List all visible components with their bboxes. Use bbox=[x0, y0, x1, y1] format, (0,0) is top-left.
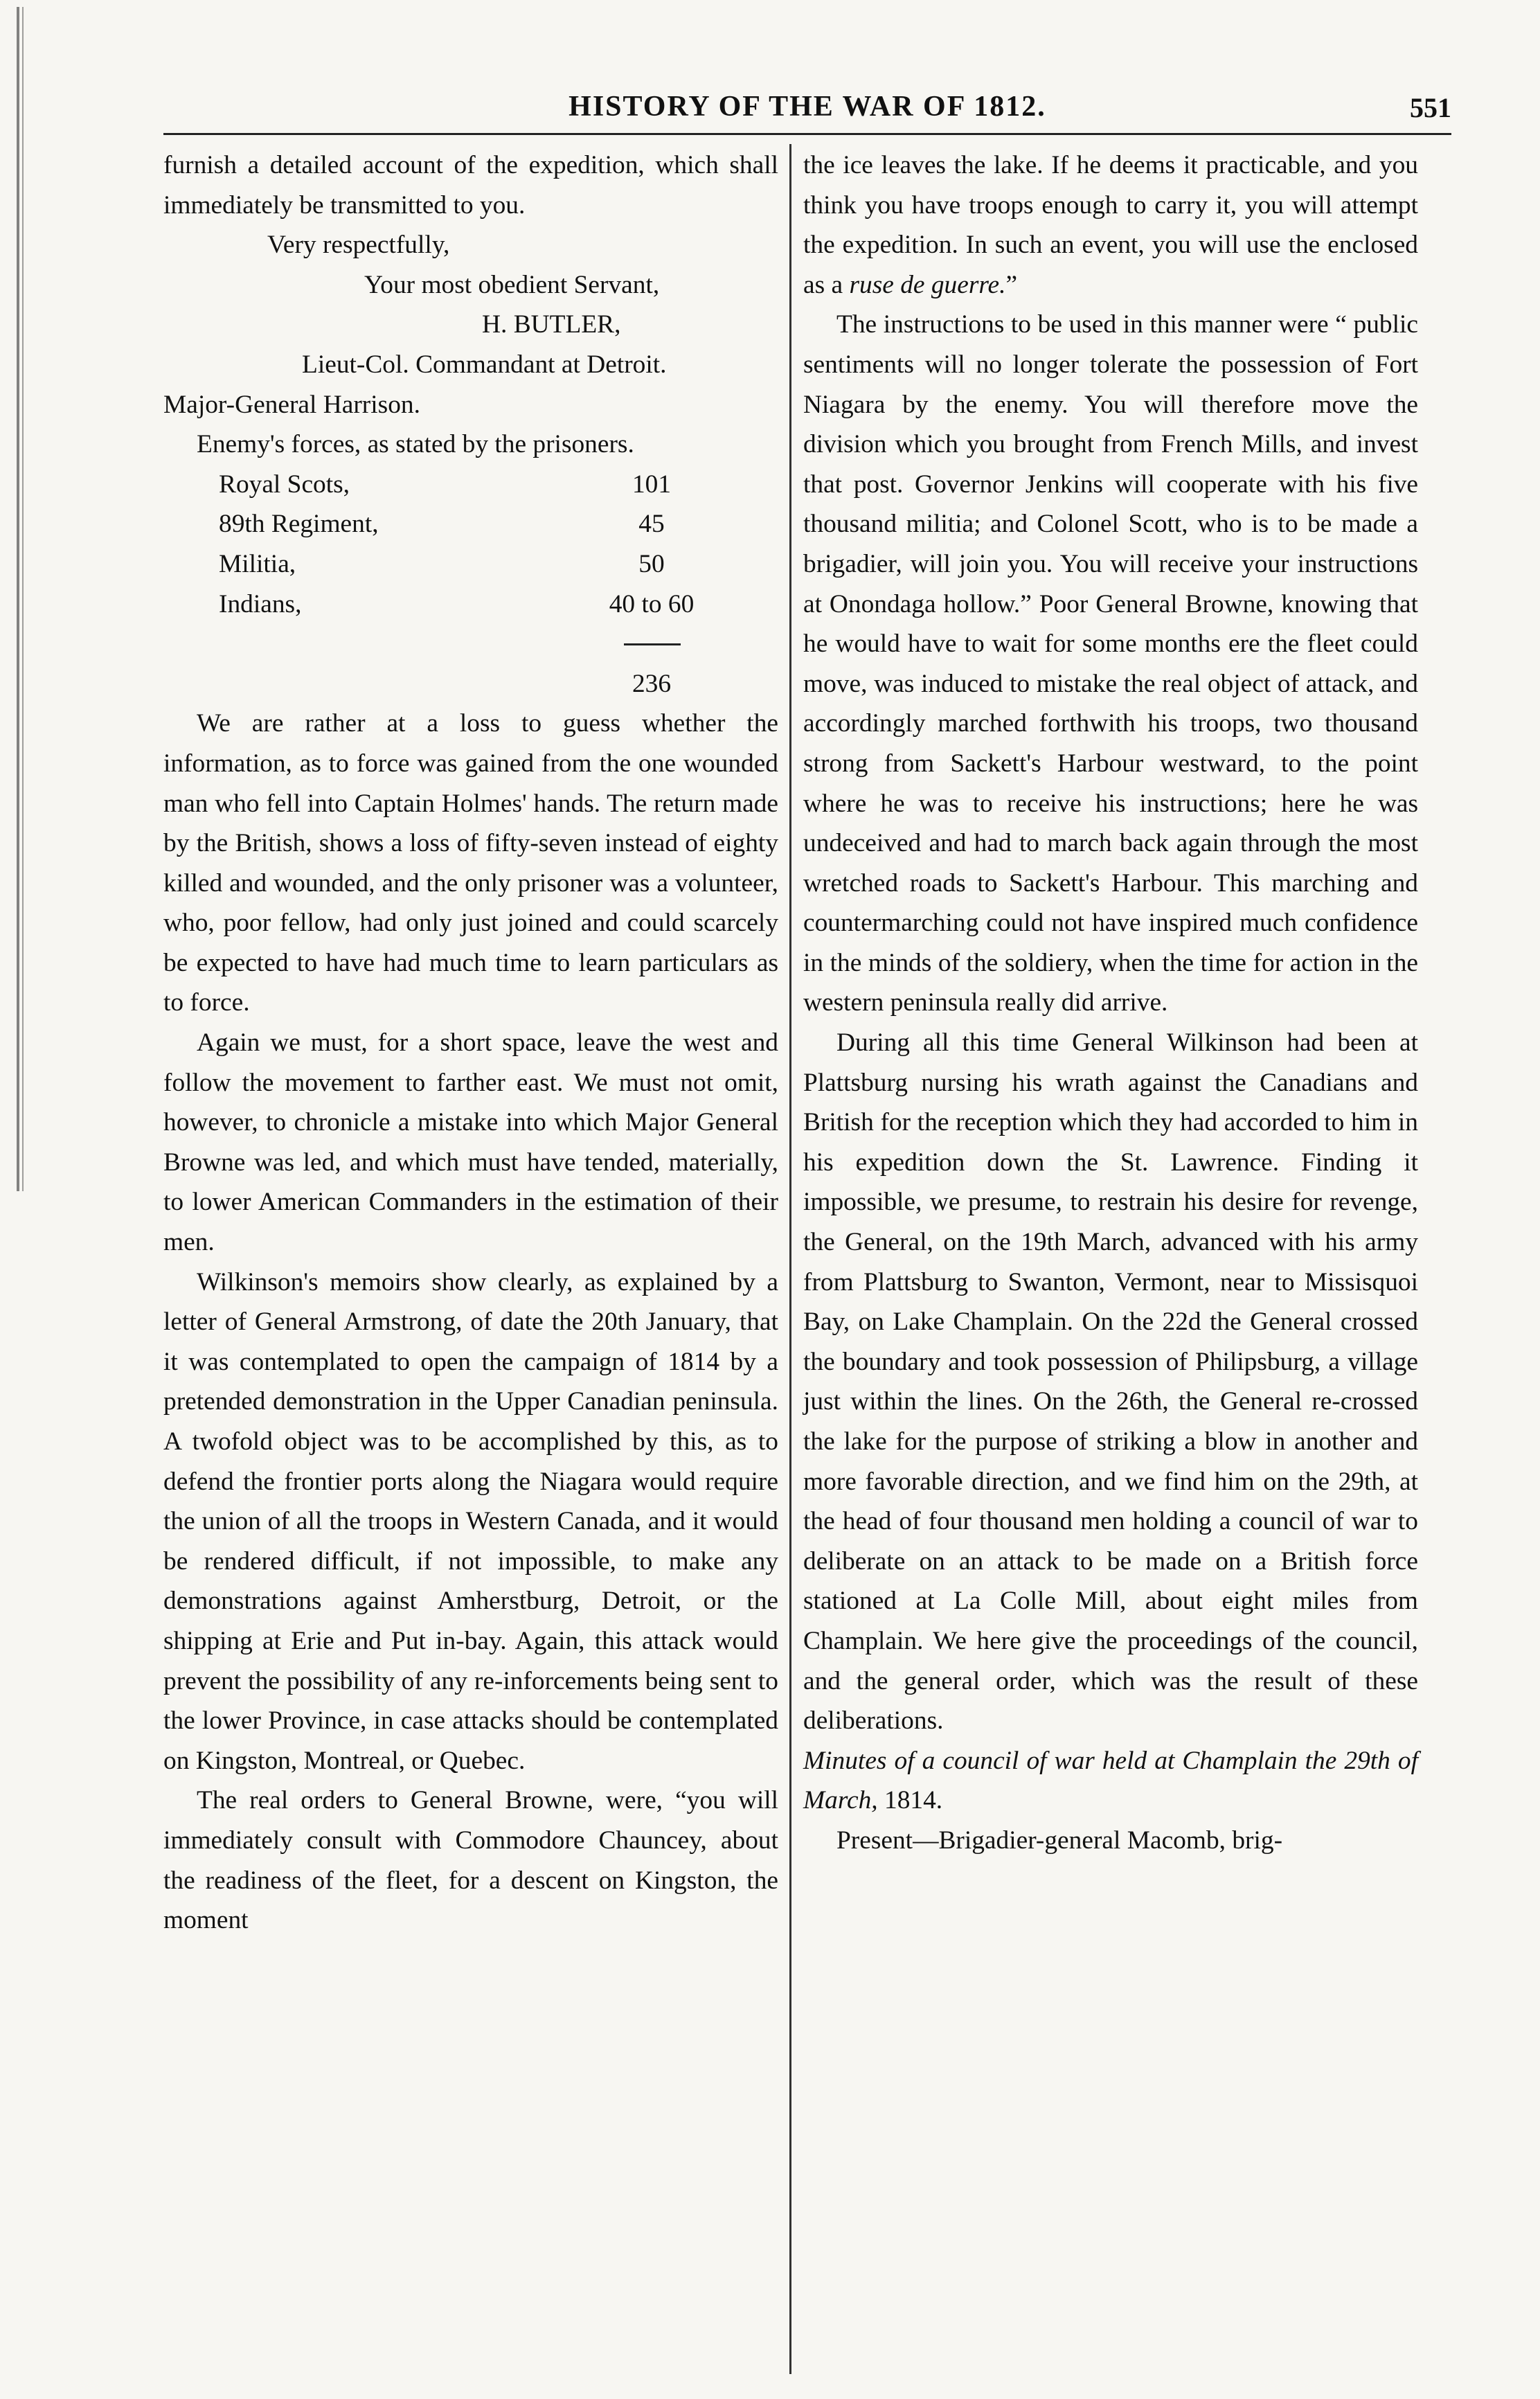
forces-unit: Militia, bbox=[219, 549, 296, 578]
binding-edge-mark bbox=[17, 7, 26, 1191]
letter-addressee: Major-General Harrison. bbox=[163, 390, 420, 419]
paragraph: The real orders to General Browne, were, “you will immediately consult with Commodore Chauncey, about the readiness of the fleet, for a descent on Kingston, the moment bbox=[163, 1786, 778, 1935]
page-header bbox=[163, 84, 1451, 135]
forces-count: 40 to 60 bbox=[609, 589, 695, 618]
forces-total-row bbox=[219, 664, 717, 704]
italic-phrase: ruse de guerre. bbox=[849, 270, 1006, 299]
column-divider bbox=[789, 144, 791, 2374]
forces-unit: Indians, bbox=[219, 589, 302, 618]
forces-row bbox=[219, 585, 717, 625]
paragraph: the ice leaves the lake. If he deems it practicable, and you think you have troops enough to carry it, you will attempt the expedition. In such an event, you will use the enclosed as a ruse de guerre.” bbox=[803, 151, 1418, 299]
forces-row bbox=[219, 504, 717, 544]
sum-rule bbox=[586, 624, 717, 664]
paragraph: Present—Brigadier-general Macomb, brig- bbox=[836, 1826, 1283, 1855]
right-column bbox=[803, 145, 1418, 1861]
forces-heading: Enemy's forces, as stated by the prisoners. bbox=[197, 430, 634, 459]
paragraph: During all this time General Wilkinson had been at Plattsburg nursing his wrath against the Canadians and British for the reception which they had accorded to him in his expedition down the St. Lawrence. Finding it impossible, we presume, to restrain his desire for revenge, the General, on the 19th March, advanced with his army from Plattsburg to Swanton, Vermont, near to Missisquoi Bay, on Lake Champlain. On the 22d the General crossed the boundary and took possession of Philipsburg, a village just within the lines. On the 26th, the General re-crossed the lake for the purpose of striking a blow in another and more favorable direction, and we find him on the 29th, at the head of four thousand men holding a council of war to deliberate on an attack to be made on a British force stationed at La Colle Mill, about eight miles from Champlain. We here give the proceedings of the council, and the general order, which was the result of these deliberations. bbox=[803, 1028, 1418, 1736]
paragraph: The instructions to be used in this manner were “ public sentiments will no longer tolerate the possession of Fort Niagara by the enemy. You will therefore move the division which you brought from French Mills, and invest that post. Governor Jenkins will cooperate with his five thousand militia; and Colonel Scott, who is to be made a brigadier, will join you. You will receive your instructions at Onondaga hollow.” Poor General Browne, knowing that he would have to wait for some months ere the fleet could move, was induced to mistake the real object of attack, and accordingly marched forthwith his troops, two thousand strong from Sackett's Harbour westward, to the point where he was to receive his instructions; here he was undeceived and had to march back again through the most wretched roads to Sackett's Harbour. This marching and countermarching could not have inspired much confidence in the minds of the soldiery, when the time for action in the western peninsula really did arrive. bbox=[803, 310, 1418, 1017]
letter-signer: H. BUTLER, bbox=[482, 310, 621, 339]
forces-count: 101 bbox=[632, 470, 672, 499]
forces-row bbox=[219, 465, 717, 505]
running-head: HISTORY OF THE WAR OF 1812. bbox=[568, 91, 1046, 123]
paragraph: We are rather at a loss to guess whether the information, as to force was gained from the one wounded man who fell into Captain Holmes' hands. The return made by the British, shows a loss of fifty-seven instead of eighty killed and wounded, and the only prisoner was a volunteer, who, poor fellow, had only just joined and could scarcely be expected to have had much time to learn particulars as to force. bbox=[163, 709, 778, 1017]
letter-continuation: furnish a detailed account of the expedition, which shall immediately be transmitted to you. bbox=[163, 151, 778, 220]
forces-total: 236 bbox=[632, 669, 672, 698]
minutes-heading: Minutes of a council of war held at Champlain the 29th of March, 1814. bbox=[803, 1746, 1418, 1815]
left-column bbox=[163, 145, 778, 1941]
page-number: 551 bbox=[1410, 92, 1451, 123]
forces-unit: Royal Scots, bbox=[219, 470, 350, 499]
forces-count: 50 bbox=[638, 549, 665, 578]
letter-rank: Lieut-Col. Commandant at Detroit. bbox=[302, 350, 667, 379]
forces-sum-rule-row bbox=[219, 624, 717, 664]
forces-table bbox=[219, 465, 717, 704]
forces-count: 45 bbox=[638, 510, 665, 539]
letter-closing: Very respectfully, bbox=[267, 231, 450, 260]
paragraph: Wilkinson's memoirs show clearly, as explained by a letter of General Armstrong, of date the 20th January, that it was contemplated to open the campaign of 1814 by a pretended demonstration in the Upper Canadian peninsula. A twofold object was to be accomplished by this, as to defend the frontier ports along the Niagara would require the union of all the troops in Western Canada, and it would be rendered difficult, if not impossible, to make any demonstrations against Amherstburg, Detroit, or the shipping at Erie and Put in-bay. Again, this attack would prevent the possibility of any re-inforcements being sent to the lower Province, in case attacks should be contemplated on Kingston, Montreal, or Quebec. bbox=[163, 1267, 778, 1775]
forces-row bbox=[219, 544, 717, 585]
paragraph: Again we must, for a short space, leave the west and follow the movement to farther east. We must not omit, however, to chronicle a mistake into which Major General Browne was led, and which must have tended, materially, to lower American Commanders in the estimation of their men. bbox=[163, 1028, 778, 1257]
forces-unit: 89th Regiment, bbox=[219, 510, 379, 539]
letter-servant: Your most obedient Servant, bbox=[364, 270, 660, 299]
